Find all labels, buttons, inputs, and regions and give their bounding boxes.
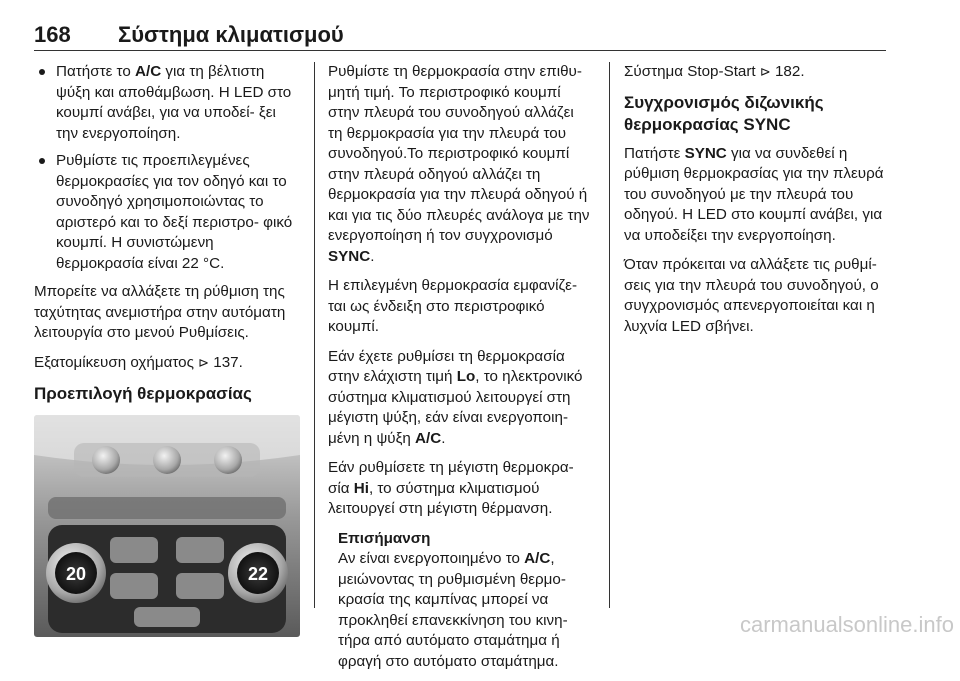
watermark: carmanualsonline.info bbox=[739, 612, 954, 637]
paragraph: Πατήστε SYNC για να συνδεθεί η ρύθμιση θερμοκρασίας για την πλευρά του συνοδηγού με την πλευρά του οδηγού. Η LED στο κουμπί ανάβει, για να υποδείξει την ενεργοποίηση. bbox=[624, 144, 884, 244]
note-title: Επισήμανση bbox=[338, 529, 431, 547]
paragraph: Σύστημα Stop-Start ⊳ 182. bbox=[624, 63, 805, 80]
paragraph: Όταν πρόκειται να αλλάξετε τις ρυθμί- σεις για την πλευρά του συνοδηγού, ο συγχρονισμός απενεργοποιείται και η λυχνία LED σβήνει. bbox=[624, 256, 879, 335]
paragraph: Εάν ρυθμίσετε τη μέγιστη θερμοκρα- σία Hi, το σύστημα κλιματισμού λειτουργεί στη μέγιστη θέρμανση. bbox=[328, 459, 574, 517]
list-item: Πατήστε το A/C για τη βέλτιστη ψύξη και αποθάμβωση. Η LED στο κουμπί ανάβει, για να υποδεί- ξει την ενεργοποίηση. bbox=[34, 62, 300, 144]
right-temperature-display: 22 bbox=[247, 564, 269, 584]
ac-label: A/C bbox=[415, 429, 442, 447]
bullet-icon bbox=[39, 158, 45, 164]
column-3 bbox=[624, 62, 888, 346]
ac-label: A/C bbox=[524, 550, 551, 567]
note-box bbox=[328, 529, 592, 673]
page-number: 168 bbox=[34, 22, 71, 47]
sync-label: SYNC bbox=[328, 247, 371, 265]
hi-label: Hi bbox=[353, 479, 369, 497]
ac-label: A/C bbox=[135, 63, 162, 80]
list-item: Ρυθμίστε τις προεπιλεγμένες θερμοκρασίες για τον οδηγό και το συνοδηγό χρησιμοποιώντας το αριστερό και το δεξί περιστρο- φικό κουμπί. Η συνιστώμενη θερμοκρασία είναι 22 °C. bbox=[34, 151, 300, 274]
column-2 bbox=[328, 62, 592, 681]
paragraph: Εξατομίκευση οχήματος ⊳ 137. bbox=[34, 353, 243, 371]
cross-reference-arrow-icon: ⊳ bbox=[198, 354, 210, 370]
paragraph: Η επιλεγμένη θερμοκρασία εμφανίζε- ται ως ένδειξη στο περιστροφικό κουμπί. bbox=[328, 277, 578, 335]
column-1 bbox=[34, 62, 300, 637]
bullet-icon bbox=[39, 69, 45, 75]
column-divider-2 bbox=[609, 62, 610, 608]
lo-label: Lo bbox=[456, 368, 476, 385]
left-temperature-display: 20 bbox=[65, 564, 87, 584]
column-divider-1 bbox=[314, 62, 315, 608]
section-heading: Συγχρονισμός διζωνικής θερμοκρασίας SYNC bbox=[624, 92, 824, 134]
cross-reference-arrow-icon: ⊳ bbox=[759, 64, 771, 79]
bullet-list bbox=[34, 62, 300, 274]
paragraph: Μπορείτε να αλλάξετε τη ρύθμιση της ταχύτητας ανεμιστήρα στην αυτόματη λειτουργία στο μενού Ρυθμίσεις. bbox=[34, 283, 286, 341]
note-text: Αν είναι ενεργοποιημένο το A/C, μειώνοντας τη ρυθμισμένη θερμο- κρασία της καμπίνας μπορεί να προκληθεί επανεκκίνηση του κινη- τήρα από αυτόματο σταμάτημα ή φραγή στο αυτόματο σταμάτημα. bbox=[338, 550, 568, 670]
section-heading: Προεπιλογή θερμοκρασίας bbox=[34, 384, 252, 403]
paragraph: Ρυθμίστε τη θερμοκρασία στην επιθυ- μητή τιμή. Το περιστροφικό κουμπί στην πλευρά του συνοδηγού αλλάζει τη θερμοκρασία για την πλευρά του συνοδηγού.Το περιστροφικό κουμπί στην πλευρά οδηγού αλλάζει τη θερμοκρασία για την πλευρά οδηγού ή και για τις δύο πλευρές ανάλογα με την ενεργοποίηση ή τον συγχρονισμό SYNC. bbox=[328, 63, 590, 265]
climate-control-panel-image bbox=[34, 415, 300, 637]
page-title: Σύστημα κλιματισμού bbox=[118, 22, 344, 47]
header-rule bbox=[34, 50, 886, 51]
sync-label: SYNC bbox=[684, 144, 727, 162]
paragraph: Εάν έχετε ρυθμίσει τη θερμοκρασία στην ελάχιστη τιμή Lo, το ηλεκτρονικό σύστημα κλιματισμού λειτουργεί στη μέγιστη ψύξη, εάν είναι ενεργοποιη- μένη η ψύξη A/C. bbox=[328, 347, 583, 447]
